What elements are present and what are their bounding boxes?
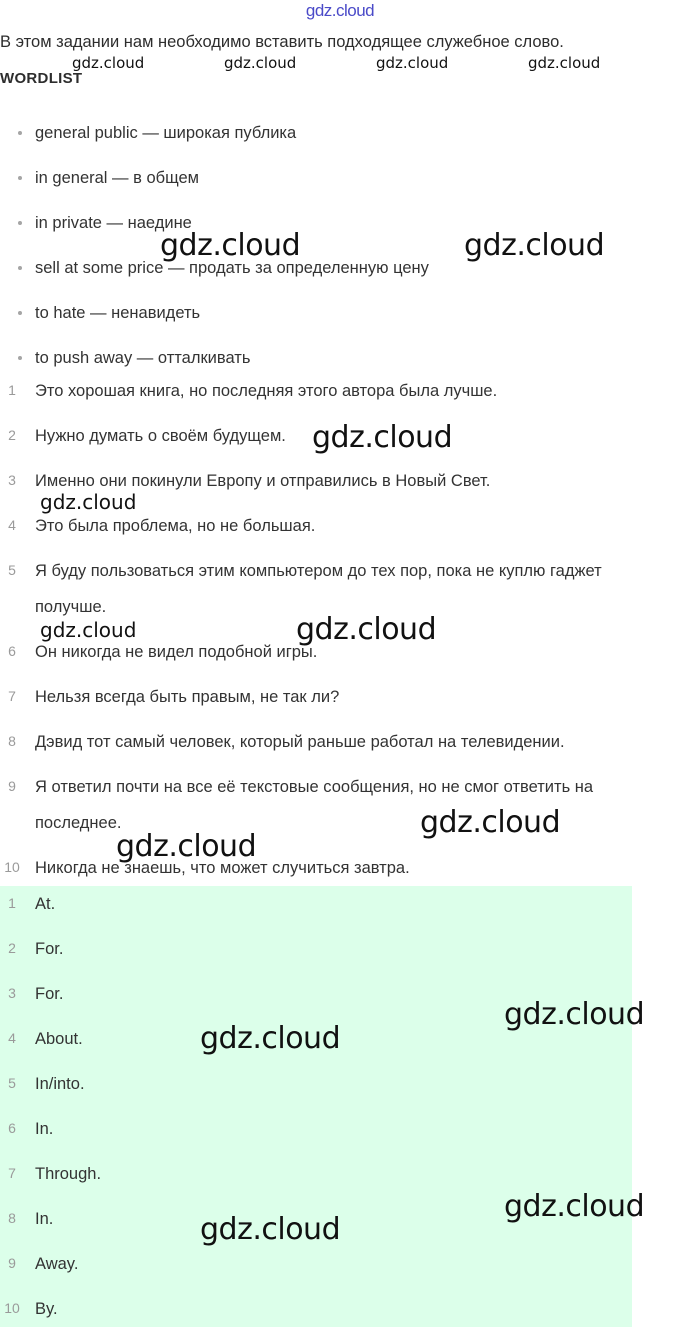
watermark: gdz.cloud	[200, 1212, 341, 1247]
item-number: 7	[8, 1165, 16, 1181]
item-number: 8	[8, 733, 16, 749]
watermark: gdz.cloud	[420, 805, 561, 840]
item-number: 10	[4, 859, 20, 875]
answer-text: Away.	[35, 1255, 79, 1273]
task-intro: В этом задании нам необходимо вставить подходящее служебное слово.	[0, 33, 564, 51]
bullet-dot-icon	[18, 221, 22, 225]
answer-text: By.	[35, 1300, 58, 1318]
sentence-item	[0, 768, 680, 849]
sentence-text: Я ответил почти на все её текстовые сообщения, но не смог ответить на последнее.	[35, 778, 594, 832]
wordlist-item: general public — широкая публика	[0, 112, 680, 157]
item-number: 7	[8, 688, 16, 704]
answer-text: For.	[35, 985, 64, 1003]
watermark: gdz.cloud	[528, 54, 601, 72]
watermark: gdz.cloud	[376, 54, 449, 72]
answer-text: In.	[35, 1210, 54, 1228]
sentence-item	[0, 678, 680, 723]
item-number: 4	[8, 517, 16, 533]
sentence-text: Дэвид тот самый человек, который раньше работал на телевидении.	[35, 733, 565, 751]
item-number: 10	[4, 1300, 20, 1316]
wordlist-item: in private — наедине	[0, 202, 680, 247]
answer-item	[0, 931, 680, 976]
bullet-dot-icon	[18, 311, 22, 315]
answer-text: At.	[35, 895, 56, 913]
sentence-text: Именно они покинули Европу и отправились в Новый Свет.	[35, 472, 491, 490]
sentence-text: Никогда не знаешь, что может случиться завтра.	[35, 859, 410, 877]
sentence-text: Это была проблема, но не большая.	[35, 517, 316, 535]
item-number: 2	[8, 427, 16, 443]
sentence-item	[0, 723, 680, 768]
sentence-text: Это хорошая книга, но последняя этого автора была лучше.	[35, 382, 498, 400]
bullet-dot-icon	[18, 356, 22, 360]
answer-text: In/into.	[35, 1075, 85, 1093]
wordlist-item: sell at some price — продать за определенную цену	[0, 247, 680, 292]
watermark: gdz.cloud	[224, 54, 297, 72]
item-number: 6	[8, 1120, 16, 1136]
answer-list	[0, 886, 680, 1336]
item-number: 8	[8, 1210, 16, 1226]
sentence-text: Я буду пользоваться этим компьютером до тех пор, пока не куплю гаджет получше.	[35, 562, 602, 616]
wordlist-title: WORDLIST	[0, 70, 83, 87]
site-logo-link[interactable]: gdz.cloud	[305, 1, 375, 20]
watermark: gdz.cloud	[464, 228, 605, 263]
watermark: gdz.cloud	[40, 490, 137, 514]
watermark: gdz.cloud	[72, 54, 145, 72]
item-number: 1	[8, 382, 16, 398]
watermark: gdz.cloud	[40, 618, 137, 642]
item-number: 5	[8, 562, 16, 578]
item-number: 1	[8, 895, 16, 911]
item-number: 3	[8, 472, 16, 488]
answer-text: About.	[35, 1030, 83, 1048]
watermark: gdz.cloud	[296, 612, 437, 647]
watermark: gdz.cloud	[200, 1021, 341, 1056]
answer-text: Through.	[35, 1165, 102, 1183]
item-number: 5	[8, 1075, 16, 1091]
item-number: 2	[8, 940, 16, 956]
wordlist-item: to push away — отталкивать	[0, 337, 680, 382]
sentence-text: Он никогда не видел подобной игры.	[35, 643, 318, 661]
item-number: 3	[8, 985, 16, 1001]
sentence-text: Нужно думать о своём будущем.	[35, 427, 286, 445]
answer-item	[0, 1066, 680, 1111]
bullet-dot-icon	[18, 176, 22, 180]
item-number: 9	[8, 778, 16, 794]
item-number: 9	[8, 1255, 16, 1271]
sentence-item	[0, 372, 680, 417]
watermark: gdz.cloud	[160, 228, 301, 263]
item-number: 6	[8, 643, 16, 659]
answer-item	[0, 1291, 680, 1336]
answer-text: For.	[35, 940, 64, 958]
watermark: gdz.cloud	[312, 420, 453, 455]
wordlist-item: in general — в общем	[0, 157, 680, 202]
answer-text: In.	[35, 1120, 54, 1138]
watermark: gdz.cloud	[504, 997, 645, 1032]
answer-item	[0, 1111, 680, 1156]
bullet-dot-icon	[18, 266, 22, 270]
answer-item	[0, 886, 680, 931]
watermark: gdz.cloud	[116, 829, 257, 864]
sentence-text: Нельзя всегда быть правым, не так ли?	[35, 688, 340, 706]
answer-item	[0, 1246, 680, 1291]
watermark: gdz.cloud	[504, 1189, 645, 1224]
bullet-dot-icon	[18, 131, 22, 135]
wordlist-item: to hate — ненавидеть	[0, 292, 680, 337]
item-number: 4	[8, 1030, 16, 1046]
